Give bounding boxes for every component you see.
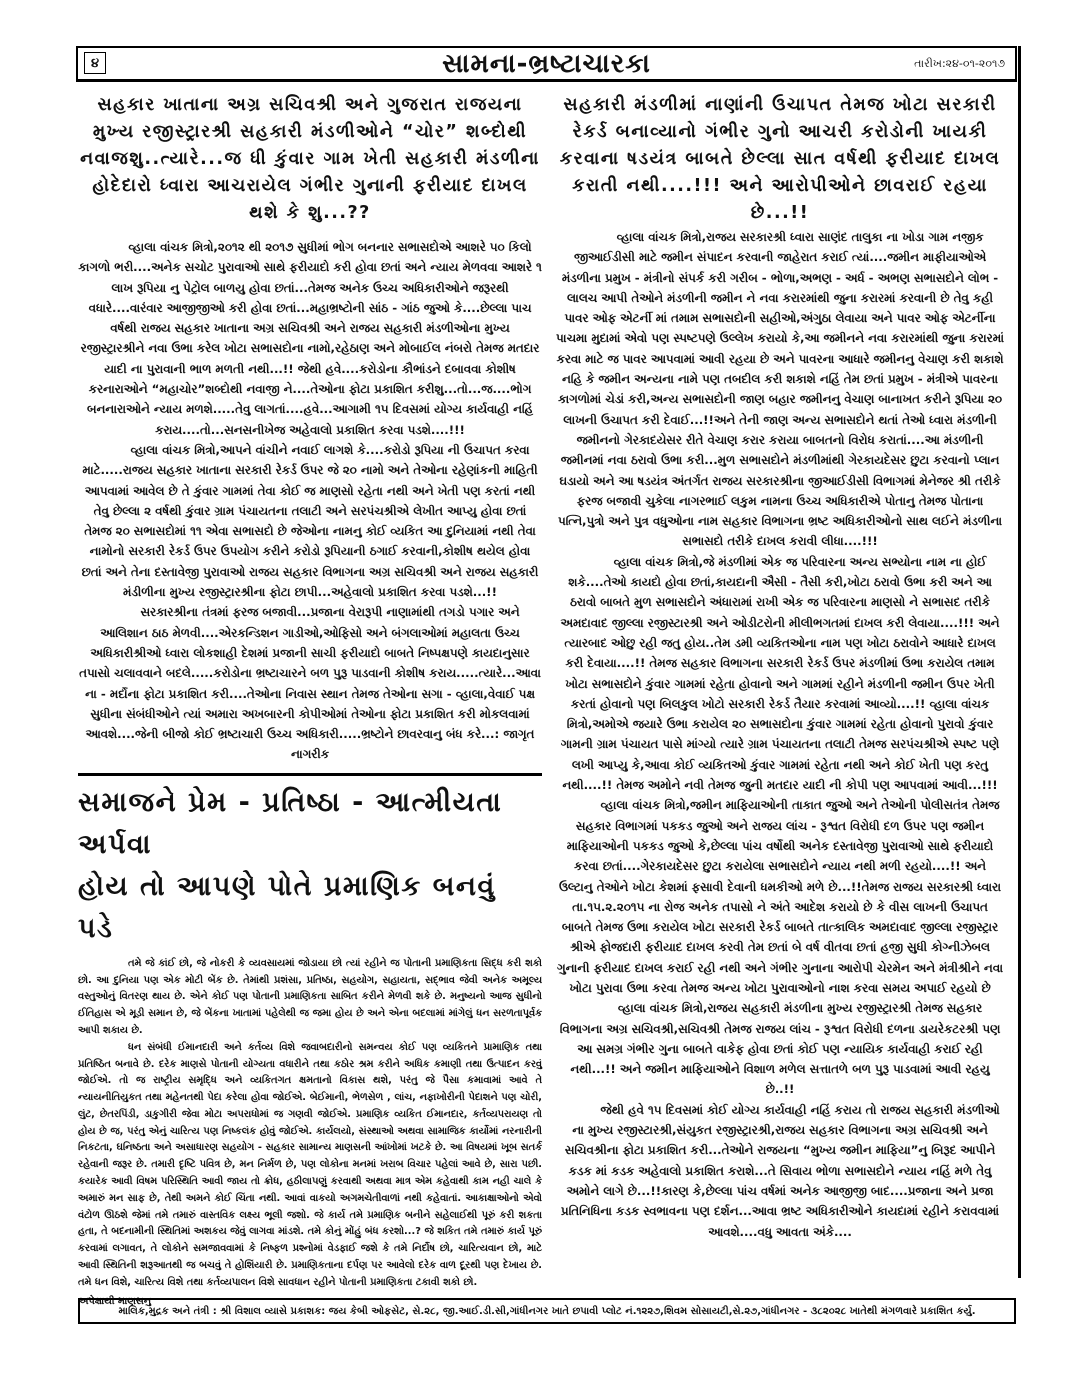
right-article-paragraph: વ્હાલા વાંચક મિત્રો,જે મંડળીમાં એક જ પરિવારના અન્ય સભ્યોના નામ ના હોઈ શકે....તેઓ કાયદો હોવા છતાં,કાયદાની ઐસી - તૈસી કરી,ખોટા ઠરાવો ઉભા કરી અને આ ઠરાવો બાબતે મુળ સભાસદોને અંધારામાં રાખી એક જ પરિવારના માણસો ને સભાસદ તરીકે અમદાવાદ જીલ્લા રજીસ્ટારશ્રી અને ઓડીટરોની મીલીભગતમાં દાખલ કરી લેવાયા....!!! અને ત્યારબાદ ઓછુ રહી જતુ હોય..તેમ ડમી વ્યકિતઓના નામ પણ ખોટા ઠરાવોને આધારે દાખલ કરી દેવાયા....!! તેમજ સહકાર વિભાગના સરકારી રેકર્ડ ઉપર મંડળીમાં ઉભા કરાયેલ તમામ ખોટા સભાસદોને કુંવાર ગામમાં રહેતા હોવાનો અને ગામમાં રહીને મંડળીની જમીન ઉપર ખેતી કરતાં હોવાનો પણ બિલકુલ ખોટો સરકારી રેકર્ડ તૈયાર કરવામાં આવ્યો....!! વ્હાલા વાંચક મિત્રો,અમોએ જયારે ઉભા કરાયેલ ૨૦ સભાસદોના કુંવાર ગામમાં રહેતા હોવાનો પુરાવો કુંવાર ગામની ગ્રામ પંચાયત પાસે માંગ્યો ત્યારે ગ્રામ પંચાયતના તલાટી તેમજ સરપંચશ્રીએ સ્પષ્ટ પણે લખી આપ્યુ કે,આવા કોઈ વ્યકિતઓ કુંવાર ગામમાં રહેતા નથી અને કોઈ ખેતી પણ કરતુ નથી....!! તેમજ અમોને નવી તેમજ જુની મતદાર યાદી ની કોપી પણ આપવામાં આવી...!!! bbox=[560, 554, 1000, 793]
section-divider bbox=[78, 773, 542, 776]
left-article-paragraph: વ્હાલા વાંચક મિત્રો,૨૦૧૨ થી ૨૦૧૭ સુધીમાં ભોગ બનનાર સભાસદોએ આશરે ૫૦ કિલો કાગળો ભરી....અનેક સચોટ પુરાવાઓ સાથે ફરીયાદો કરી હોવા છતાં અને ન્યાય મેળવવા આશરે ૧ લાખ રૂપિયા નુ પેટ્રોલ બાળયુ હોવા છતાં...તેમજ અનેક ઉચ્ચ અધિકારીઓને જરૂરથી વધારે....વારંવાર આજીજીઓ કરી હોવા છતાં...મહાભ્રષ્ટોની સાંઠ - ગાંઠ જુઓ કે....છેલ્લા પાચ વર્ષથી રાજય સહકાર ખાતાના અગ્ર સચિવશ્રી અને રાજય સહકારી મંડળીઓના મુખ્ય રજીસ્ટ્રારશ્રીને નવા ઉભા કરેલ ખોટા સભાસદોના નામો,રહેઠાણ અને મોબાઈલ નંબરો તેમજ મતદાર યાદી ના પુરાવાની ભાળ મળતી નથી...!! જેથી હવે....કરોડોના કૌભાંડને દબાવવા કોશીષ કરનારાઓને “મહાચોર”શબ્દોથી નવાજી ને....તેઓના ફોટા પ્રકાશિત કરીશુ...તો...જ....ભોગ બનનારાઓને ન્યાય મળશે.....તેવુ લાગતાં....હવે...આગામી ૧૫ દિવસમાં યોગ્ય કાર્યવાહી નહિં કરાય....તો...સનસનીખેજ અહેવાલો પ્રકાશિત કરવા પડશે....!!! bbox=[78, 240, 542, 437]
left-column bbox=[78, 92, 542, 1310]
page-number: ૪ bbox=[84, 52, 106, 74]
right-article-paragraph: વ્હાલા વાંચક મિત્રો,રાજય સહકારી મંડળીના મુખ્ય રજીસ્ટ્રારશ્રી તેમજ સહકાર વિભાગના અગ્ર સચિવશ્રી,સચિવશ્રી તેમજ રાજય લાંચ - રૂશ્વત વિરોધી દળના ડાયરેકટરશ્રી પણ આ સમગ્ર ગંભીર ગુના બાબતે વાકેફ હોવા છતાં કોઈ પણ ન્યાયિક કાર્યવાહી કરાઈ રહી નથી...!! અને જમીન માફિયાઓને વિશાળ મળેલ સત્તાતળે બળ પુરૂ પાડવામાં આવી રહયુ છે..!! bbox=[559, 1001, 1001, 1097]
masthead-title: સામના-ભ્રષ્ટાચારકા bbox=[442, 49, 651, 79]
feature-headline-line1: સમાજને પ્રેમ - પ્રતિષ્ઠા - આત્મીયતા અર્પવા bbox=[78, 786, 503, 860]
right-article-paragraph: વ્હાલા વાંચક મિત્રો,રાજય સરકારશ્રી ધ્વારા સાણંદ તાલુકા ના ખોડા ગામ નજીક જીઆઈડીસી માટે જમીન સંપાદન કરવાની જાહેરાત કરાઈ ત્યાં....જમીન માફીયાઓએ મંડળીના પ્રમુખ - મંત્રીનો સંપર્ક કરી ગરીબ - ભોળા,અભણ - અર્ધ - અભણ સભાસદોને લોભ - લાલચ આપી તેઓને મંડળીની જમીન ને નવા કરારમાંથી જુના કરારમાં કરવાની છે તેવુ કહી પાવર ઓફ એટર્ની માં તમામ સભાસદોની સહીઓ,અંગુઠા લેવાયા અને પાવર ઓફ એટર્નીના પાચમા મુદામાં એવો પણ સ્પષ્ટપણે ઉલ્લેખ કરાયો કે,આ જમીનને નવા કરારમાંથી જુના કરારમાં કરવા માટે જ પાવર આપવામાં આવી રહયા છે અને પાવરના આધારે જમીનનુ વેચાણ કરી શકાશે નહિ કે જમીન અન્યના નામે પણ તબદીલ કરી શકાશે નહિં તેમ છતાં પ્રમુખ - મંત્રીએ પાવરના કાગળોમાં ચેડાં કરી,અન્ય સભાસદોની જાણ બહાર જમીનનુ વેચાણ બાનાખત કરીને રૂપિયા ૨૦ લાખની ઉચાપત કરી દેવાઈ...!!અને તેની જાણ અન્ય સભાસદોને થતાં તેઓ ધ્વારા મંડળીની જમીનનો ગેરકાદયેસર રીતે વેચાણ કરાર કરાયા બાબતનો વિરોધ કરાતાં....આ મંડળીની જમીનમાં નવા ઠરાવો ઉભા કરી...મુળ સભાસદોને મંડળીમાંથી ગેરકાયદેસર છુટા કરવાનો પ્લાન ઘડાયો અને આ ષડયંત્ર અંતર્ગત રાજય સરકારશ્રીના જીઆઈડીસી વિભાગમાં મેનેજર શ્રી તરીકે ફરજ બજાવી ચુકેલા નાગરભાઈ લકુમ નામના ઉચ્ચ અધિકારીએ પોતાનુ તેમજ પોતાના પત્નિ,પુત્રો અને પુત્ર વધુઓના નામ સહકાર વિભાગના ભ્રષ્ટ અધિકારીઓનો સાથ લઈને મંડળીના સભાસદો તરીકે દાખલ કરાવી લીધા....!!! bbox=[556, 230, 1004, 549]
feature-paragraph: તમે જે કાંઈ છો, જે નોકરી કે વ્યવસાયમાં જોડાયા છો ત્યાં રહીને જ પોતાની પ્રમાણિકતા સિદ્ધ કરી શકો છો. આ દુનિયા પણ એક મોટી બેંક છે. તેમાંથી પ્રશંસા, પ્રતિષ્ઠા, સહયોગ, સહાયતા, સદ્ભાવ જેવી અનેક અમૂલ્ય વસ્તુઓનું વિતરણ થાય છે. એને કોઈ પણ પોતાની પ્રમાણિકતા સાબિત કરીને મેળવી શકે છે. મનુષ્યનો આજ સુધીનો ઈતિહાસ એ મૂડી સમાન છે, જે બેંકના ખાતામાં પહેલેથી જ જમા હોય છે અને એના બદલામાં માંગેલું ધન સરળતાપૂર્વક આપી શકાય છે. bbox=[78, 957, 542, 1036]
imprint-text: માલિક,મુદ્રક અને તંત્રી : શ્રી વિશાલ વ્યાસે પ્રકાશક: જય કેબી ઓફસેટ, સે.૨૮, જી.આઈ.ડી.સી,ગાંધીનગર ખાતે છપાવી પ્લોટ નં.૧૨૨૭,શિવમ સોસાયટી,સે.૨૭,ગાંધીનગર - ૩૮૨૦૨૮ ખાતેથી મંગળવારે પ્રકાશિત કર્યુ. bbox=[118, 1305, 976, 1317]
feature-headline-line2: હોય તો આપણે પોતે પ્રમાણિક બનવું પડે bbox=[78, 870, 496, 944]
right-article-paragraph: વ્હાલા વાંચક મિત્રો,જમીન માફિયાઓની તાકાત જુઓ અને તેઓની પોલીસતંત્ર તેમજ સહકાર વિભાગમાં પકકડ જુઓ અને રાજય લાંચ - રૂશ્વત વિરોધી દળ ઉપર પણ જમીન માફિયાઓની પકકડ જુઓ કે,છેલ્લા પાંચ વર્ષોથી અનેક દસ્તાવેજી પુરાવાઓ સાથે ફરીયાદો કરવા છતાં....ગેરકાયદેસર છુટા કરાયેલા સભાસદોને ન્યાય નથી મળી રહયો....!! અને ઉલ્ટાનુ તેઓને ખોટા કેશમાં ફસાવી દેવાની ધમકીઓ મળે છે...!!તેમજ રાજય સરકારશ્રી ધ્વારા તા.૧૫.૨.૨૦૧૫ ના રોજ અનેક તપાસો ને અંતે આદેશ કરાયો છે કે વીસ લાખની ઉચાપત બાબતે તેમજ ઉભા કરાયેલ ખોટા સરકારી રેકર્ડ બાબતે તાત્કાલિક અમદાવાદ જીલ્લા રજીસ્ટ્રાર શ્રીએ ફોજદારી ફરીયાદ દાખલ કરવી તેમ છતાં બે વર્ષ વીતવા છતાં હજી સુધી કોગ્નીઝેબલ ગુનાની ફરીયાદ દાખલ કરાઈ રહી નથી અને ગંભીર ગુનાના આરોપી ચેરમેન અને મંત્રીશ્રીને નવા ખોટા પુરાવા ઉભા કરવા તેમજ અન્ય ખોટા પુરાવાઓનો નાશ કરવા સમય અપાઈ રહયો છે bbox=[557, 798, 1003, 995]
left-article-paragraph: વ્હાલા વાંચક મિત્રો,આપને વાંચીને નવાઈ લાગશે કે....કરોડો રૂપિયા ની ઉચાપત કરવા માટે.....રાજય સહકાર ખાતાના સરકારી રેકર્ડ ઉપર જે ૨૦ નામો અને તેઓના રહેણાંકની માહિતી આપવામાં આવેલ છે તે કુંવાર ગામમાં તેવા કોઈ જ માણસો રહેતા નથી અને ખેતી પણ કરતાં નથી તેવુ છેલ્લા ૨ વર્ષથી કુંવાર ગ્રામ પંચાયતના તલાટી અને સરપંચશ્રીએ લેખીત આપ્યુ હોવા છતાં તેમજ ૨૦ સભાસદોમાં ૧૧ એવા સભાસદો છે જેઓના નામનુ કોઈ વ્યકિત આ દુનિયામાં નથી તેવા નામોનો સરકારી રેકર્ડ ઉપર ઉપયોગ કરીને કરોડો રૂપિયાની ઠગાઈ કરવાની,કોશીષ થયેલ હોવા છતાં અને તેના દસ્તાવેજી પુરાવાઓ રાજય સહકાર વિભાગના અગ્ર સચિવશ્રી અને રાજય સહકારી મંડીળીના મુખ્ય રજીસ્ટ્રારશ્રીના ફોટા છાપી...અહેવાલો પ્રકાશિત કરવા પડશે...!! bbox=[81, 442, 539, 600]
right-article-headline: સહકારી મંડળીમાં નાણાંની ઉચાપત તેમજ ખોટા સરકારી રેકર્ડ બનાવ્યાનો ગંભીર ગુનો આચરી કરોડોની ખાયકી કરવાના ષડયંત્ર બાબતે છેલ્લા સાત વર્ષથી ફરીયાદ દાખલ કરાતી નથી....!!! અને આરોપીઓને છાવરાઈ રહયા છે...!! bbox=[559, 95, 1001, 223]
left-article-headline: સહકાર ખાતાના અગ્ર સચિવશ્રી અને ગુજરાત રાજયના મુખ્ય રજીસ્ટ્રારશ્રી સહકારી મંડળીઓને “ચોર” શબ્દોથી નવાજશુ..ત્યારે...જ ધી કુંવાર ગામ ખેતી સહકારી મંડળીના હોદેદારો ધ્વારા આચરાયેલ ગંભીર ગુનાની ફરીયાદ દાખલ થશે કે શુ...?? bbox=[80, 95, 540, 223]
left-article-paragraph: સરકારશ્રીના તંત્રમાં ફરજ બજાવી...પ્રજાના વેરારૂપી નાણામાંથી તગડો પગાર અને આલિશાન ઠાઠ મેળવી....એરકન્ડિશન ગાડીઓ,ઓફિસો અને બંગલાઓમાં મહાલતા ઉચ્ચ અધિકારીશ્રીઓ ધ્વારા લોકશાહી દેશમાં પ્રજાની સાચી ફરીયાદો બાબતે નિષ્પક્ષપણે કાયદાનુસાર તપાસો ચલાવવાને બદલે.....કરોડોના ભ્રષ્ટાચારને બળ પુરૂ પાડવાની કોશીષ કરાય.....ત્યારે...આવા ના - મર્દોના ફોટા પ્રકાશિત કરી....તેઓના નિવાસ સ્થાન તેમજ તેઓના સગા - વ્હાલા,વેવાઈ પક્ષ સુધીના સંબંધીઓને ત્યાં અમારા અખબારની કોપીઓમાં તેઓના ફોટા પ્રકાશિત કરી મોકલવામાં આવશે....જેની બીજો કોઈ ભ્રષ્ટાચારી ઉચ્ચ અધિકારી.....ભ્રષ્ટોને છાવરવાનુ બંધ કરે...: જાગૃત નાગરીક bbox=[79, 605, 541, 762]
feature-author: અપેક્ષાથી માણસનુ bbox=[78, 1295, 152, 1307]
right-article-paragraph: જેથી હવે ૧૫ દિવસમાં કોઈ યોગ્ય કાર્યવાહી નહિં કરાય તો રાજય સહકારી મંડળીઓ ના મુખ્ય રજીસ્ટારશ્રી,સંયુકત રજીસ્ટ્રારશ્રી,રાજય સહકાર વિભાગના અગ્ર સચિવશ્રી અને સચિવશ્રીના ફોટા પ્રકાશિત કરી...તેઓને રાજયના “મુખ્ય જમીન માફિયા”નુ બિરૂદ આપીને કડક માં કડક અહેવાલો પ્રકાશિત કરાશે...તે સિવાય ભોળા સભાસદોને ન્યાય નહિં મળે તેવુ અમોને લાગે છે...!!કારણ કે,છેલ્લા પાંચ વર્ષમાં અનેક આજીજી બાદ....પ્રજાના અને પ્રજા પ્રતિનિધિના કડક સ્વભાવના પણ દર્શન...આવા ભ્રષ્ટ અધિકારીઓને કાયદામાં રહીને કરાવવામાં આવશે....વધુ આવતા અંકે.... bbox=[560, 1102, 1000, 1239]
feature-paragraph: ધન સંબંધી ઈમાનદારી અને કર્તવ્ય વિશે જવાબદારીનો સમન્વય કોઈ પણ વ્યકિતને પ્રામાણિક તથા પ્રતિષ્ઠિત બનાવે છે. દરેક માણસે પોતાની યોગ્યતા વધારીને તથા કઠોર શ્રમ કરીને અધિક કમાણી તથા ઉત્પાદન કરવું જોઈએ. તો જ રાષ્ટ્રીય સમૃદ્ધિ અને વ્યકિતગત ક્ષમતાનો વિકાસ થશે, પરંતુ જે પૈસા કમાવામાં આવે તે ન્યાયનીતિયુકત તથા મહેનતથી પેદા કરેલા હોવા જોઈએ. બેઈમાની, ભેળસેળ , લાંચ, નફાખોરીની પેદાશને પણ ચોરી, લુંટ, છેતરપિંડી, ડાકુગીરી જેવા મોટા અપરાધોમાં જ ગણવી જોઈએ. પ્રમાણિક વ્યકિત ઈમાનદાર, કર્તવ્યપરાયણ તો હોય છે જ, પરંતુ એનું ચારિત્ય પણ નિષ્કલંક હોવું જોઈએ. કાર્યલયો, સંસ્થાઓ અથવા સામાજિક કાર્યોમાં નરનારીની નિકટતા, ઘનિષ્ઠતા અને અસાધારણ સહયોગ - સહકાર સામાન્ય માણસની આંખોમાં ખટકે છે. આ વિષયમાં ખૂબ સતર્ક રહેવાની જરૂર છે. તમારી દૃષ્ટિ પવિત્ર છે, મન નિર્મળ છે, પણ લોકોના મનમાં ખરાબ વિચાર પહેલાં આવે છે, સારા પછી. કયારેક આવી વિષમ પરિસ્થિતિ આવી જાય તો ક્રોધ, હઠીલાપણું કરવાથી અથવા માત્ર એમ કહેવાથી કામ નહી ચાલે કે અમારું મન સાફ છે, તેથી અમને કોઈ ચિંતા નથી. આવાં વાકયો અગમચેતીવાળાં નથી કહેવાતાં. આકાક્ષાઓનો એવો વંટોળ ઊઠશે જેમાં તમે તમારું વાસ્તવિક લક્ષ્ય ભૂલી જશો. જે કાર્ય તમે પ્રમાણિક બનીને સહેલાઈથી પૂરું કરી શકતા હતા, તે બદનામીની સ્થિતિમાં અશકય જેવું લાગવા માંડશે. તમે કોનું મોંહું બંધ કરશો...? જે શકિત તમે તમારું કાર્ય પૂરું કરવામાં લગાવત, તે લોકોને સમજાવવામાં કે નિષ્ફળ પ્રશ્નોમાં વેડફાઈ જશે કે તમે નિર્દોષ છો, ચારિત્યવાન છો, માટે આવી સ્થિતિની શરૂઆતથી જ બચવું તે હોશિંયારી છે. પ્રમાણિકતાના દર્પણ પર આવેલો દરેક વાળ દૂરથી પણ દેખાય છે. તમે ધન વિશે, ચારિત્ય વિશે તથા કર્તવ્યપાલન વિશે સાવધાન રહીને પોતાની પ્રમાણિકતા ટકાવી શકો છો. bbox=[78, 1041, 542, 1288]
issue-date: તારીખ:૨૪-૦૧-૨૦૧૭ bbox=[914, 57, 1005, 70]
page-header bbox=[76, 46, 1017, 82]
right-column bbox=[556, 92, 1004, 1242]
page-right-border bbox=[1018, 46, 1021, 1278]
footer-imprint bbox=[78, 1298, 1016, 1324]
